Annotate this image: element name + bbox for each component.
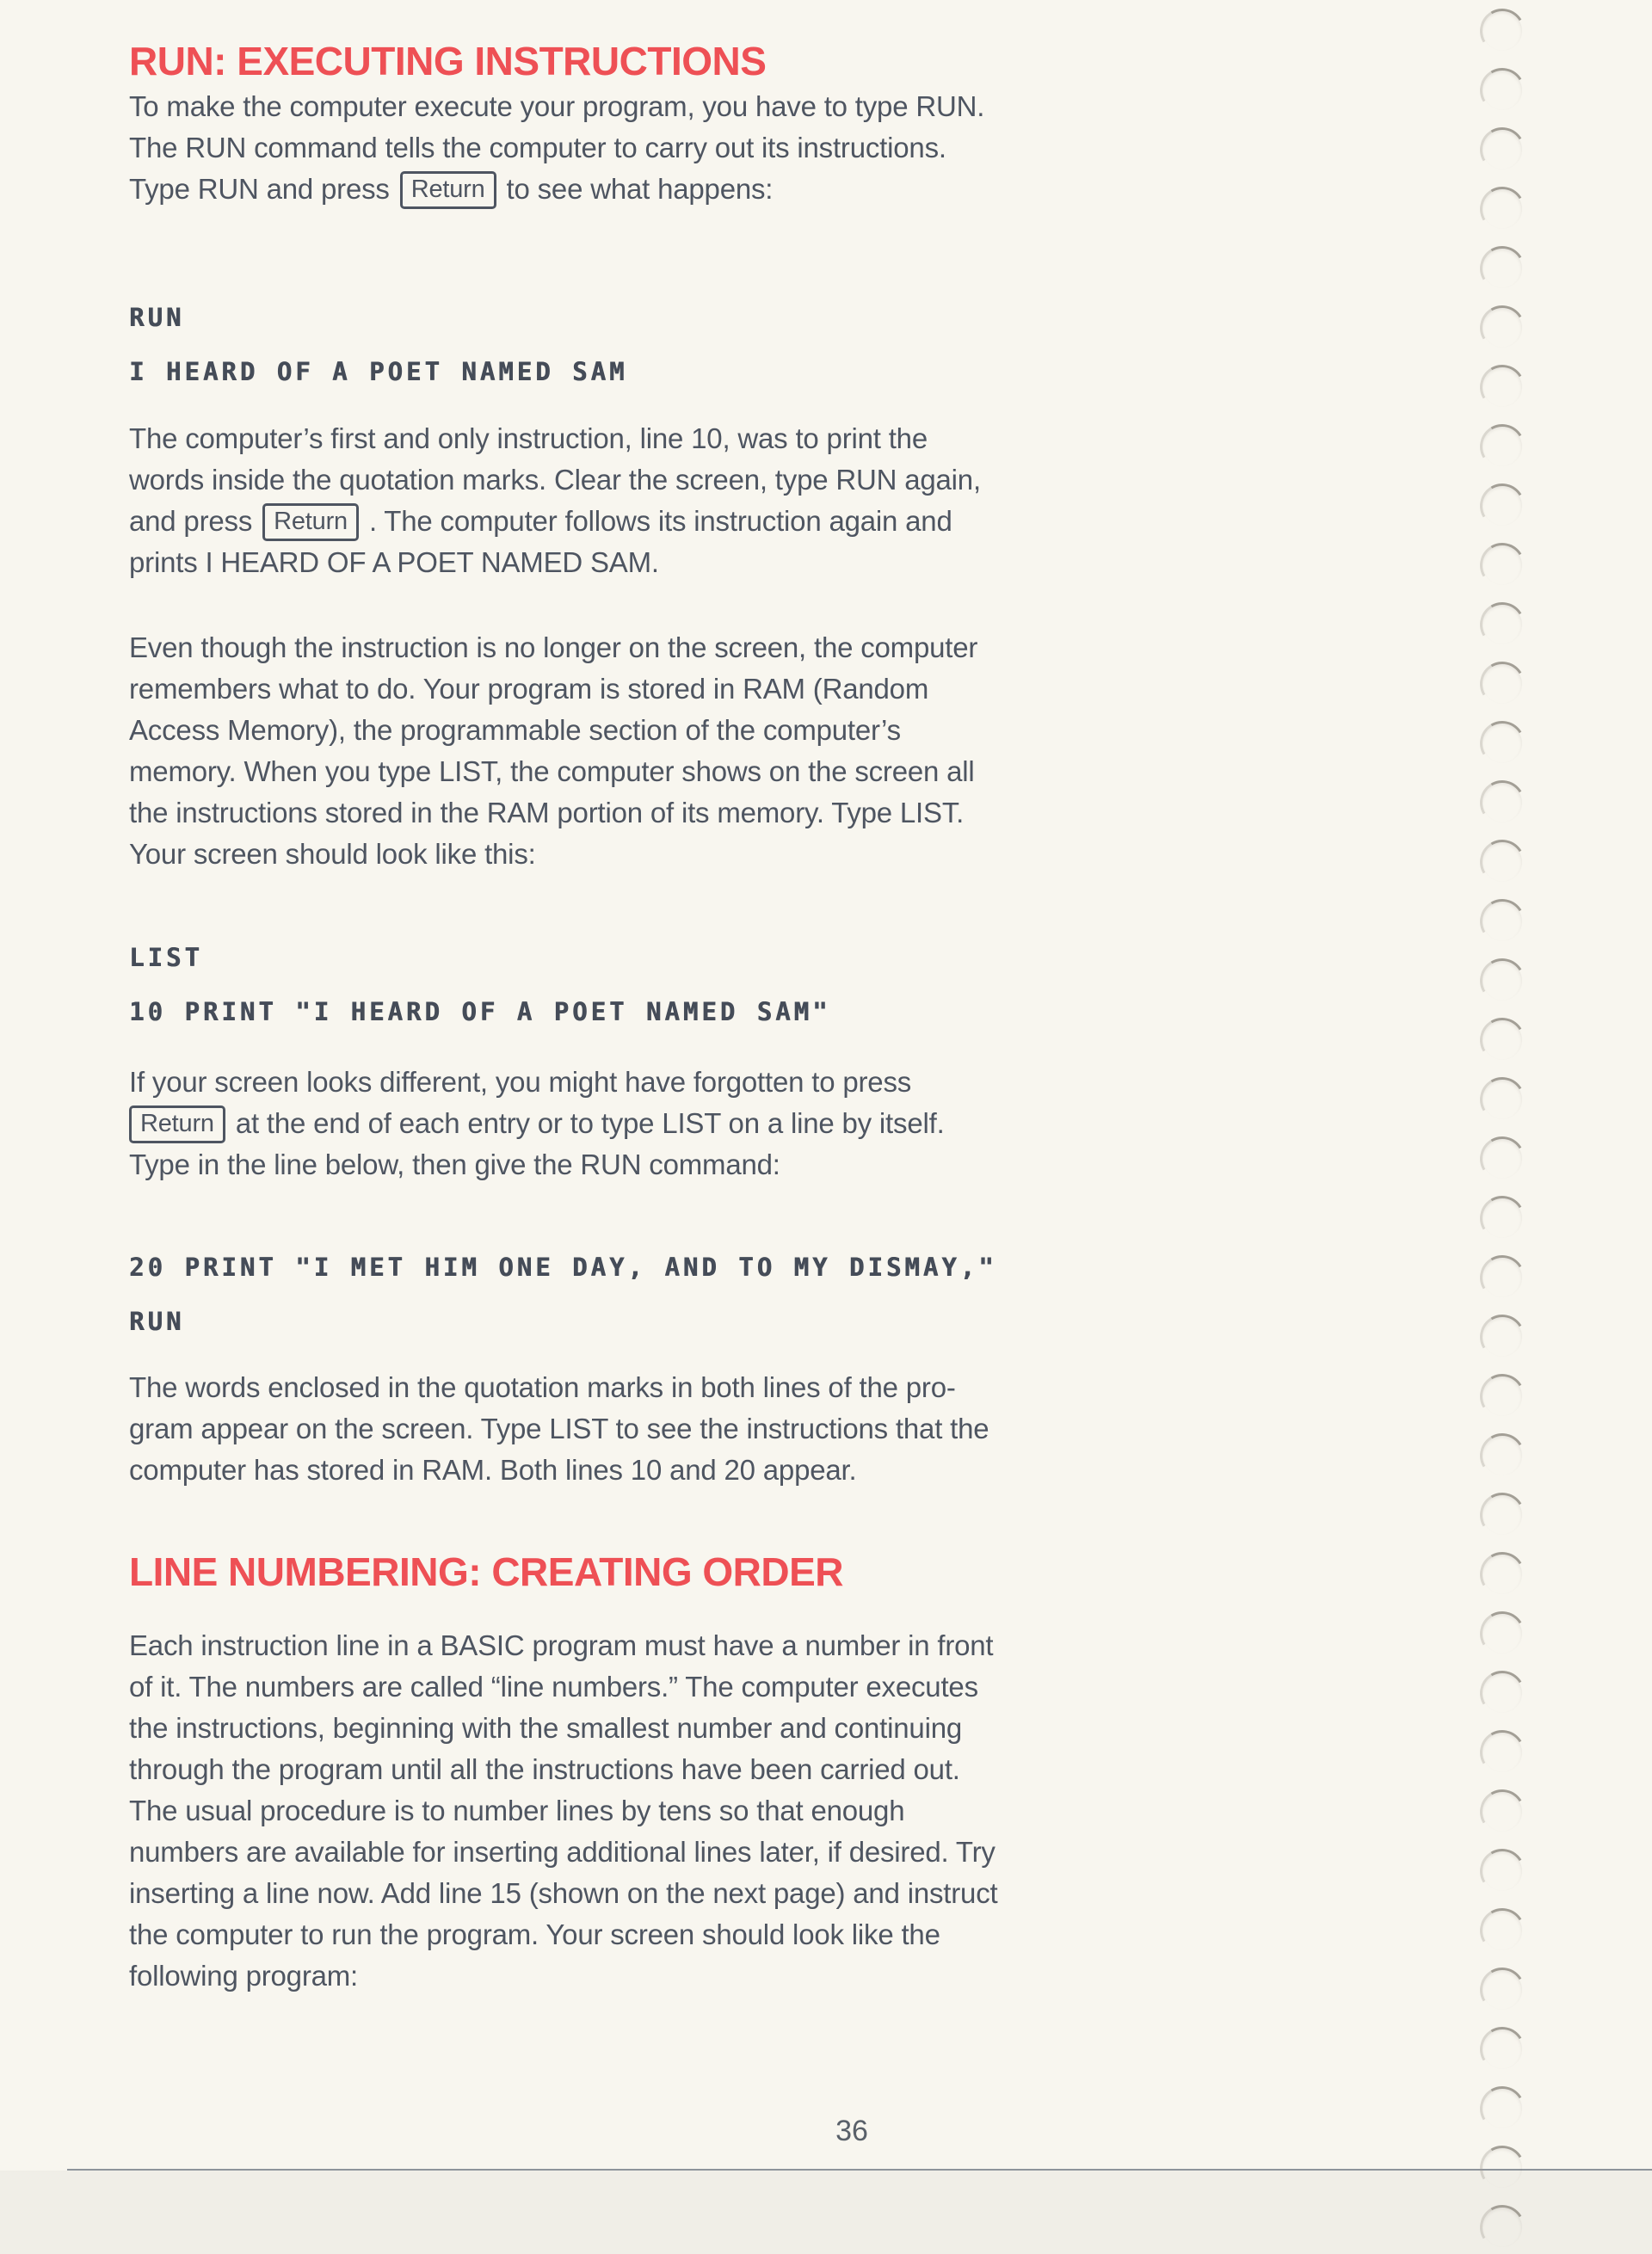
binding-hole — [1475, 300, 1529, 354]
binding-hole — [1475, 478, 1529, 533]
text-line: The RUN command tells the computer to carry out its instructions. — [129, 132, 946, 163]
binding-hole — [1475, 1547, 1529, 1601]
binding-hole — [1475, 419, 1529, 473]
section-heading-line-numbering: LINE NUMBERING: CREATING ORDER — [129, 1549, 844, 1594]
text-line: The words enclosed in the quotation marks in both lines of the pro- — [129, 1371, 956, 1403]
binding-hole — [1475, 1250, 1529, 1304]
binding-hole — [1475, 2022, 1529, 2076]
text-line: To make the computer execute your program, you have to type RUN. — [129, 90, 985, 122]
binding-hole — [1475, 1013, 1529, 1067]
text-line: Your screen should look like this: — [129, 838, 536, 870]
binding-hole — [1475, 2081, 1529, 2135]
binding-hole — [1475, 953, 1529, 1007]
binding-hole — [1475, 775, 1529, 829]
code-line: RUN — [129, 303, 185, 332]
binding-hole — [1475, 241, 1529, 295]
binding-hole — [1475, 1191, 1529, 1245]
binding-hole — [1475, 3, 1529, 58]
code-line: 10 PRINT "I HEARD OF A POET NAMED SAM" — [129, 997, 831, 1026]
spiral-binding-holes — [1480, 9, 1525, 2254]
binding-hole — [1475, 1606, 1529, 1660]
return-key: Return — [129, 1105, 225, 1143]
scan-background — [0, 2171, 1652, 2254]
paragraph-both-lines — [129, 1367, 989, 1491]
code-line: I HEARD OF A POET NAMED SAM — [129, 357, 628, 386]
text-line: the computer to run the program. Your screen should look like the — [129, 1918, 940, 1950]
binding-hole — [1475, 2200, 1529, 2254]
text-line: Even though the instruction is no longer on the screen, the computer — [129, 631, 978, 663]
text-line: Access Memory), the programmable section of the computer’s — [129, 714, 901, 746]
text-line: the instructions, beginning with the smallest number and continuing — [129, 1712, 963, 1744]
text-line: If your screen looks different, you might have forgotten to press — [129, 1066, 912, 1098]
text-line: of it. The numbers are called “line numbers.” The computer executes — [129, 1671, 978, 1703]
binding-hole — [1475, 1903, 1529, 1957]
text-line: Return at the end of each entry or to type LIST on a line by itself. — [129, 1103, 945, 1144]
text-line: The usual procedure is to number lines by tens so that enough — [129, 1795, 905, 1826]
binding-hole — [1475, 182, 1529, 236]
binding-hole — [1475, 1131, 1529, 1186]
paragraph-intro — [129, 86, 984, 210]
return-key: Return — [262, 503, 359, 541]
binding-hole — [1475, 1428, 1529, 1482]
paragraph-ram — [129, 627, 977, 875]
text-line: through the program until all the instructions have been carried out. — [129, 1753, 960, 1785]
binding-hole — [1475, 597, 1529, 651]
text-line: Type RUN and press Return to see what happens: — [129, 169, 984, 210]
return-key: Return — [400, 171, 496, 209]
binding-hole — [1475, 1725, 1529, 1779]
binding-hole — [1475, 1487, 1529, 1542]
screen-output-line20 — [129, 1241, 997, 1349]
screen-output-run — [129, 291, 627, 399]
binding-hole — [1475, 538, 1529, 592]
text-line: prints I HEARD OF A POET NAMED SAM. — [129, 546, 659, 578]
code-line: 20 PRINT "I MET HIM ONE DAY, AND TO MY DISMAY," — [129, 1253, 997, 1282]
binding-hole — [1475, 1666, 1529, 1720]
text-line: remembers what to do. Your program is stored in RAM (Random — [129, 673, 929, 705]
code-line: LIST — [129, 943, 203, 972]
binding-hole — [1475, 716, 1529, 770]
binding-hole — [1475, 63, 1529, 117]
text-line: computer has stored in RAM. Both lines 10 and 20 appear. — [129, 1454, 857, 1486]
text-line: inserting a line now. Add line 15 (shown on the next page) and instruct — [129, 1877, 998, 1909]
screen-output-list — [129, 931, 830, 1039]
binding-hole — [1475, 1844, 1529, 1898]
paragraph-troubleshoot — [129, 1062, 945, 1186]
binding-hole — [1475, 1309, 1529, 1364]
text-line: Type in the line below, then give the RUN command: — [129, 1149, 780, 1180]
paragraph-instruction — [129, 418, 981, 583]
text-line: following program: — [129, 1960, 359, 1992]
text-line: The computer’s first and only instruction, line 10, was to print the — [129, 422, 928, 454]
binding-hole — [1475, 834, 1529, 889]
binding-hole — [1475, 656, 1529, 711]
code-line: RUN — [129, 1307, 185, 1336]
binding-hole — [1475, 894, 1529, 948]
text-line: numbers are available for inserting additional lines later, if desired. Try — [129, 1836, 996, 1868]
text-line: and press Return . The computer follows its instruction again and — [129, 501, 981, 542]
binding-hole — [1475, 360, 1529, 414]
text-line: Each instruction line in a BASIC program must have a number in front — [129, 1629, 994, 1661]
text-line: gram appear on the screen. Type LIST to see the instructions that the — [129, 1413, 989, 1444]
binding-hole — [1475, 2140, 1529, 2195]
text-line: words inside the quotation marks. Clear the screen, type RUN again, — [129, 464, 981, 496]
section-heading-run: RUN: EXECUTING INSTRUCTIONS — [129, 39, 767, 83]
binding-hole — [1475, 1072, 1529, 1126]
paragraph-line-numbers — [129, 1625, 997, 1997]
binding-hole — [1475, 1784, 1529, 1838]
text-line: memory. When you type LIST, the computer shows on the screen all — [129, 755, 975, 787]
text-line: the instructions stored in the RAM portion of its memory. Type LIST. — [129, 797, 965, 828]
page-number: 36 — [835, 2115, 868, 2147]
binding-hole — [1475, 1962, 1529, 2017]
binding-hole — [1475, 1369, 1529, 1423]
binding-hole — [1475, 122, 1529, 176]
